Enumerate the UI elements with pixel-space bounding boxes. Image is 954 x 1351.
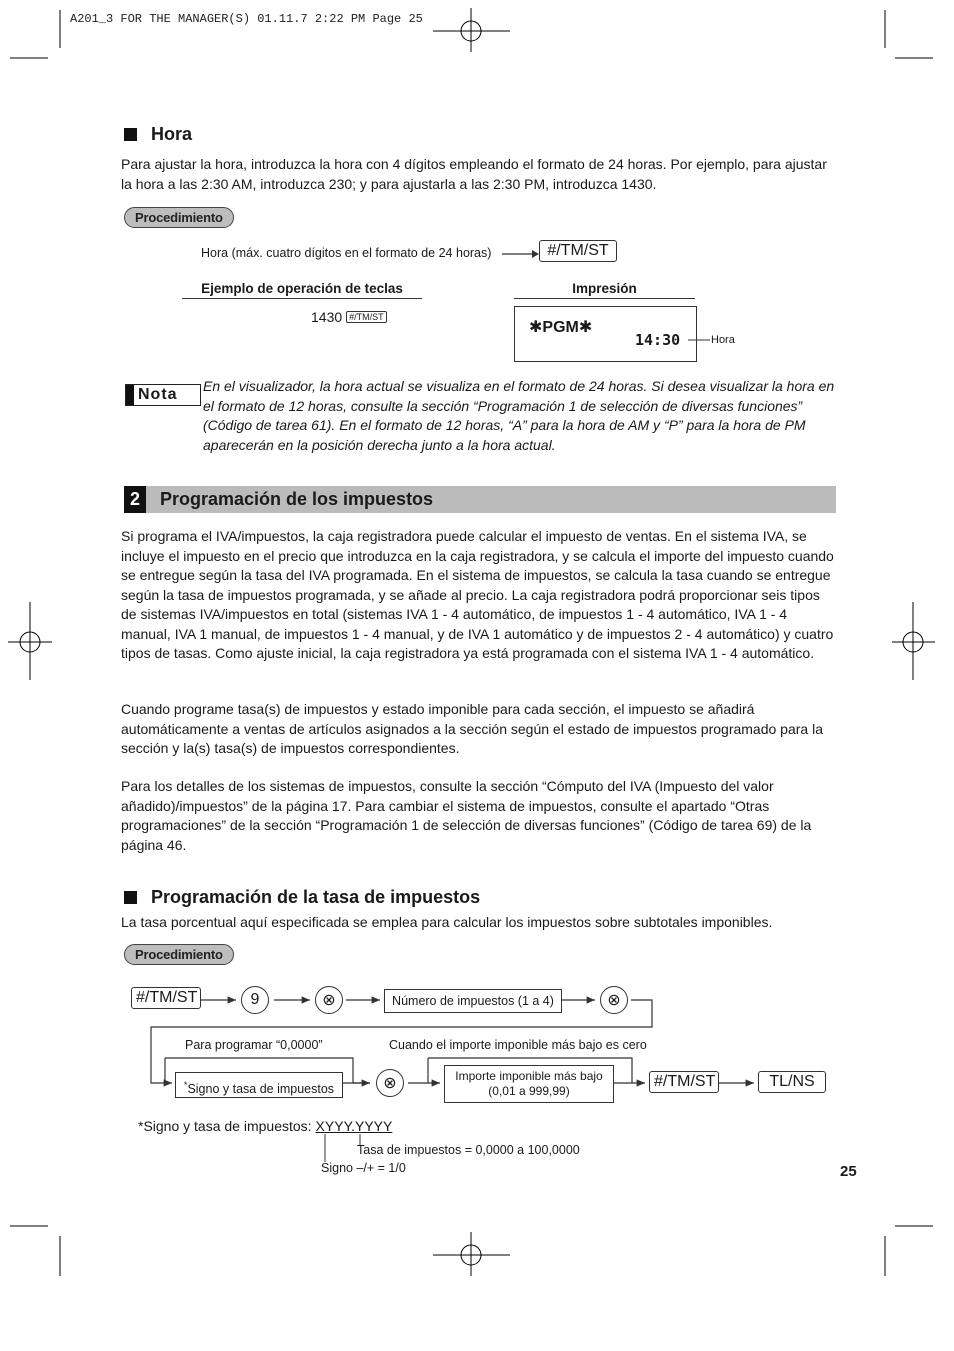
footnote-row (138, 1118, 392, 1134)
tmst-key-small: #/TM/ST (346, 311, 387, 323)
label-para-programar: Para programar “0,0000” (185, 1038, 323, 1052)
hora-flow-label: Hora (máx. cuatro dígitos en el formato de 24 horas) (201, 246, 492, 260)
section2-para2: Cuando programe tasa(s) de impuestos y estado imponible para cada sección, el impuesto se añadirá automáticamente a ventas de artículos asignados a la sección según el estado de impuestos programado para la sección y la(s) tasa(s) de impuestos correspondientes. (121, 701, 823, 756)
section2-para1: Si programa el IVA/impuestos, la caja registradora puede calcular el impuesto de ventas. En el sistema IVA, se incluye el impuesto en el precio que introduzca en la caja registradora, y se calcula el importe del impuesto cuando se entregue según la tasa del IVA programada. En el sistema de impuestos, se calcula la tasa cuando se entregue según la tasa de impuestos programada, y se añade al precio. La caja registradora podrá proporcionar seis tipos de sistemas IVA/impuestos en total (sistemas IVA 1 - 4 automático, de impuestos 1 - 4 automático, IVA 1 - 4 manual, IVA 1 manual, de impuestos 1 - 4 manual, y de IVA 1 automático y de impuestos 2 - 4 automático) y cuatro tipos de tasas. Como ajuste inicial, la caja registradora ya está programada con el sistema IVA 1 - 4 automático. (121, 528, 834, 661)
footnote-label: *Signo y tasa de impuestos: (138, 1118, 312, 1134)
importe-line1: Importe imponible más bajo (455, 1069, 603, 1083)
tlns-key: TL/NS (758, 1071, 826, 1093)
multiply-key-icon: ⊗ (315, 986, 343, 1014)
label-cuando: Cuando el importe imponible más bajo es cero (389, 1038, 647, 1052)
print-hora-label: Hora (711, 334, 735, 346)
example-value: 1430 (311, 309, 343, 325)
footnote-signo: Signo –/+ = 1/0 (321, 1161, 406, 1175)
print-time: 14:30 (635, 331, 681, 349)
multiply-key-icon-3: ⊗ (376, 1069, 404, 1097)
tmst-key-end: #/TM/ST (649, 1071, 719, 1093)
page-number: 25 (840, 1163, 857, 1180)
page-header: A201_3 FOR THE MANAGER(S) 01.11.7 2:22 PM Page 25 (70, 12, 423, 26)
tasa-paragraph: La tasa porcentual aquí especificada se emplea para calcular los impuestos sobre subtotales imponibles. (121, 914, 773, 930)
importe-box (444, 1065, 614, 1103)
tmst-key: #/TM/ST (539, 240, 617, 262)
signo-tasa-label: Signo y tasa de impuestos (187, 1082, 335, 1097)
footnote-x: X (315, 1118, 325, 1134)
section2-number: 2 (124, 486, 146, 513)
key-9: 9 (241, 986, 269, 1014)
importe-line2: (0,01 a 999,99) (488, 1084, 570, 1098)
hora-title: Hora (151, 124, 193, 144)
hora-paragraph: Para ajustar la hora, introduzca la hora con 4 dígitos empleando el formato de 24 horas. Por ejemplo, para ajustar la hora a las 2:30 AM, introduzca 230; y para ajustarla a las 2:30 PM, introduzca 1430. (121, 156, 827, 192)
tmst-key-start: #/TM/ST (131, 987, 201, 1009)
tasa-title: Programación de la tasa de impuestos (151, 887, 481, 907)
footnote-yyy: YYY.YYYY (324, 1118, 393, 1134)
footnote-tasa: Tasa de impuestos = 0,0000 a 100,0000 (357, 1143, 580, 1157)
tasa-procedure-label: Procedimiento (124, 944, 234, 965)
print-header: Impresión (514, 281, 695, 299)
signo-star: * (183, 1080, 188, 1090)
signo-tasa-box (175, 1072, 343, 1098)
multiply-key-icon-2: ⊗ (600, 986, 628, 1014)
hora-procedure-label: Procedimiento (124, 207, 234, 228)
section2-title: Programación de los impuestos (160, 489, 434, 509)
section2-para3: Para los detalles de los sistemas de impuestos, consulte la sección “Cómputo del IVA (Impuesto del valor añadido)/impuestos” de la página 17. Para cambiar el sistema de impuestos, consulte el apartado “Otras programaciones” de la sección “Programación 1 de selección de diversas funciones” (Código de tarea 69) de la página 46. (121, 778, 812, 853)
nota-label: Nota (138, 386, 178, 403)
example-header: Ejemplo de operación de teclas (182, 281, 422, 299)
print-pgm: ✱PGM✱ (529, 319, 593, 336)
num-impuestos-box: Número de impuestos (1 a 4) (384, 989, 562, 1013)
nota-text: En el visualizador, la hora actual se visualiza en el formato de 24 horas. Si desea visualizar la hora en el formato de 12 horas, consulte la sección “Programación 1 de selección de diversas funciones” (Código de tarea 61). En el formato de 12 horas, “A” para la hora de AM y “P” para la hora de PM aparecerán en la posición derecha junto a la hora actual. (203, 378, 835, 453)
